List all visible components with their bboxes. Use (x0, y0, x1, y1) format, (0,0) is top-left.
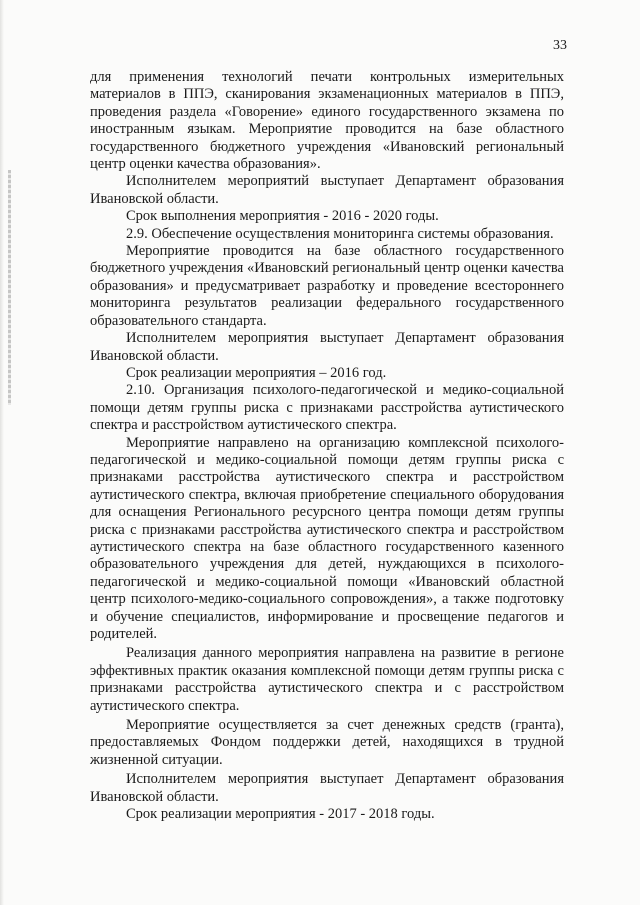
paragraph-measure-description: Мероприятие направлено на организацию комплексной психолого-педагогической и медико-социальной помощи детям группы риска с признаками расстройства аутистического спектра и расстройством аутистического спектра, включая приобретение специального оборудования для оснащения Регионального ресурсного центра помощи детям группы риска с признаками расстройства аутистического спектра и расстройством аутистического спектра на базе областного государственного казенного образовательного учреждения для детей, нуждающихся в психолого-педагогической и медико-социальной помощи «Ивановский областной центр психолого-медико-социального сопровождения», а также подготовку и обучение специалистов, информирование и просвещение педагогов и родителей. (90, 434, 564, 642)
paragraph-term-3: Срок реализации мероприятия - 2017 - 2018 годы. (126, 806, 435, 823)
paragraph-executor-3: Исполнителем мероприятия выступает Департамент образования Ивановской области. (90, 771, 564, 805)
section-heading-2-10: 2.10. Организация психолого-педагогической и медико-социальной помощи детям группы риска с признаками расстройства аутистического спектра и расстройством аутистического спектра. (90, 382, 564, 434)
paragraph-executor-1: Исполнителем мероприятий выступает Департамент образования Ивановской области. (90, 173, 564, 207)
paragraph-monitoring: Мероприятие проводится на базе областного государственного бюджетного учреждения «Ивановский региональный центр оценки качества образования» и предусматривает разработку и проведение всестороннего мониторинга результатов реализации федерального государственного образовательного стандарта. (90, 243, 564, 329)
document-body (90, 69, 564, 823)
scan-edge (0, 0, 4, 905)
paragraph-implementation: Реализация данного мероприятия направлена на развитие в регионе эффективных практик оказания комплексной помощи детям группы риска с признаками расстройства аутистического спектра и с расстройством аутистического спектра. (90, 645, 564, 714)
paragraph-funding: Мероприятие осуществляется за счет денежных средств (гранта), предоставляемых Фондом поддержки детей, находящихся в трудной жизненной ситуации. (90, 717, 564, 768)
binding-mark (8, 170, 11, 405)
page-number: 33 (553, 38, 567, 53)
section-heading-2-9: 2.9. Обеспечение осуществления мониторинга системы образования. (126, 225, 554, 242)
paragraph-executor-2: Исполнителем мероприятия выступает Департамент образования Ивановской области. (90, 330, 564, 364)
paragraph-term-2: Срок реализации мероприятия – 2016 год. (126, 364, 387, 381)
paragraph-term-1: Срок выполнения мероприятия - 2016 - 2020 годы. (126, 208, 439, 225)
paragraph-intro: для применения технологий печати контрольных измерительных материалов в ППЭ, сканирования экзаменационных материалов в ППЭ, проведения раздела «Говорение» единого государственного экзамена по иностранным языкам. Мероприятие проводится на базе областного государственного бюджетного учреждения «Ивановский региональный центр оценки качества образования». (90, 69, 564, 173)
